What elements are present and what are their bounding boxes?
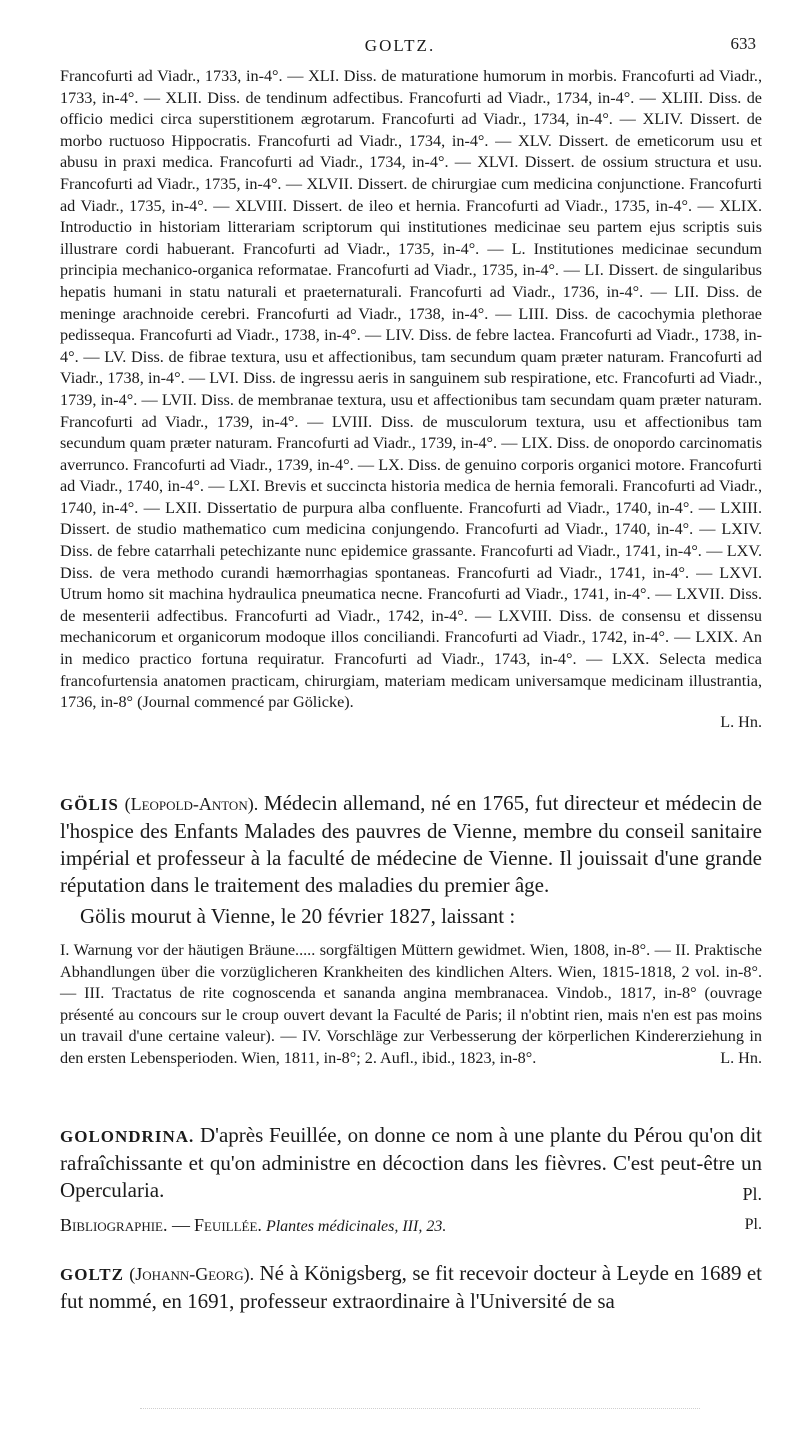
bibliography-text: Francofurti ad Viadr., 1733, in-4°. — XLI. Diss. de maturatione humorum in morbis. Francofurti ad Viadr., 1733, in-4°. — XLII. Diss. de tendinum adfectibus. Francofurti ad Viadr., 1734, in-4°. — XLIII. Diss. de officio medici circa superstitionem ægrotarum. Francofurti ad Viadr., 1734, in-4°. — XLIV. Dissert. de morbo ructuoso Hippocratis. Francofurti ad Viadr., 1734, in-4°. — XLV. Dissert. de emeticorum usu et abusu in praxi medica. Francofurti ad Viadr., 1734, in-4°. — XLVI. Dissert. de ossium structura et usu. Francofurti ad Viadr., 1735, in-4°. — XLVII. Dissert. de chirurgiae cum medicina conjunctione. Francofurti ad Viadr., 1735, in-4°. — XLVIII. Dissert. de ileo et hernia. Francofurti ad Viadr., 1735, in-4°. — XLIX. Introductio in historiam litterariam scriptorum qui institutiones medicinae seu partem ejus scriptis suis illustrare cordi habuerant. Francofurti ad Viadr., 1735, in-4°. — L. Institutiones medicinae secundum principia mechanico-organica reformatae. Francofurti ad Viadr., 1735, in-4°. — LI. Dissert. de singularibus hepatis humani in statu naturali et praeternaturali. Francofurti ad Viadr., 1736, in-4°. — LII. Diss. de meninge arachnoide cerebri. Francofurti ad Viadr., 1738, in-4°. — LIII. Diss. de cacochymia plethorae pedissequa. Francofurti ad Viadr., 1738, in-4°. — LIV. Diss. de febre lactea. Francofurti ad Viadr., 1738, in-4°. — LV. Diss. de fibrae textura, usu et affectionibus, tam secundum quam præter naturam. Francofurti ad Viadr., 1738, in-4°. — LVI. Diss. de ingressu aeris in sanguinem sub respiratione, etc. Francofurti ad Viadr., 1739, in-4°. — LVII. Diss. de membranae textura, usu et affectionibus tam secundam quam præter naturam. Francofurti ad Viadr., 1739, in-4°. — LVIII. Diss. de musculorum textura, usu et affectionibus tam secundum quam præter naturam. Francofurti ad Viadr., 1739, in-4°. — LIX. Diss. de onopordo carcinomatis averrunco. Francofurti ad Viadr., 1739, in-4°. — LX. Diss. de genuino corporis organici motore. Francofurti ad Viadr., 1740, in-4°. — LXI. Brevis et succincta historia medica de hernia femorali. Francofurti ad Viadr., 1740, in-4°. — LXII. Dissertatio de purpura alba confluente. Francofurti ad Viadr., 1740, in-4°. — LXIII. Dissert. de studio mathematico cum medicina conjungendo. Francofurti ad Viadr., 1740, in-4°. — LXIV. Diss. de febre catarrhali petechizante nunc epidemice grassante. Francofurti ad Viadr., 1741, in-4°. — LXV. Diss. de vera methodo curandi hæmorrhagias spontaneas. Francofurti ad Viadr., 1741, in-4°. — LXVI. Utrum homo sit machina hydraulica pneumatica necne. Francofurti ad Viadr., 1741, in-4°. — LXVII. Diss. de mesenterii adfectibus. Francofurti ad Viadr., 1742, in-4°. — LXVIII. Diss. de consensu et dissensu mechanicorum et organicorum modoque illos conciliandi. Francofurti ad Viadr., 1742, in-4°. — LXIX. An in medico practico fortuna requiratur. Francofurti ad Viadr., 1743, in-4°. — LXX. Selecta medica francofurtensia anatomen practicam, chirurgiam, materiam medicam universamque medicinam illustrantia, 1736, in-8° (Journal commencé par Gölicke).: [60, 67, 762, 712]
author-signature: Pl.: [742, 1184, 762, 1204]
entry-headword: GOLONDRINA.: [60, 1127, 195, 1146]
entry-description: D'après Feuillée, on donne ce nom à une plante du Pérou qu'on dit rafraîchissante et qu'on administre en décoction dans les fièvres. C'est peut-être un Opercularia.: [60, 1123, 763, 1202]
bleed-through-rule: [140, 1408, 700, 1410]
bibliography-author: Feuillée.: [194, 1215, 262, 1235]
entry-goltz: [60, 1260, 762, 1315]
entry-golis: [60, 790, 762, 1070]
bibliography-work: Plantes médicinales, III, 23.: [265, 1218, 447, 1235]
entry-headword: GÖLIS: [60, 795, 119, 814]
bibliography-label: Bibliographie. —: [60, 1215, 190, 1235]
entry-golondrina: [60, 1122, 762, 1238]
entry-lead-paragraph: [60, 790, 762, 899]
entry-bibliography: [60, 1214, 762, 1238]
entry-death-paragraph: Gölis mourut à Vienne, le 20 février 1827, laissant :: [80, 904, 516, 928]
running-header: [0, 34, 800, 58]
entry-headword: GOLTZ: [60, 1265, 124, 1284]
author-signature: L. Hn.: [720, 712, 762, 731]
author-signature: Pl.: [744, 1216, 762, 1233]
entry-forenames: (Leopold-Anton).: [124, 794, 259, 814]
entry-works-list: [60, 940, 762, 1070]
page-number: 633: [730, 34, 756, 53]
works-text: I. Warnung vor der häutigen Bräune..... sorgfältigen Müttern gewidmet. Wien, 1808, in-8°. — II. Praktische Abhandlungen über die vorzüglicheren Krankheiten des kindlichen Alters. Wien, 1815-1818, 2 vol. in-8°. — III. Tractatus de rite cognoscenda et sananda angina membranacea. Vindob., 1817, in-8° (ouvrage présenté au concours sur le croup ouvert devant la Faculté de Paris; il n'obtint rien, mais n'en est pas moins un travail d'une certaine valeur). — IV. Vorschläge zur Verbesserung der körperlichen Kindererziehung in den ersten Lebensperioden. Wien, 1811, in-8°; 2. Aufl., ibid., 1823, in-8°.: [60, 941, 762, 1067]
entry-description: Né à Königsberg, se fit recevoir docteur à Leyde en 1689 et fut nommé, en 1691, professeur extraordinaire à l'Université de sa: [60, 1261, 763, 1313]
entry-description: Médecin allemand, né en 1765, fut directeur et médecin de l'hospice des Enfants Malades des pauvres de Vienne, membre du conseil sanitaire impérial et professeur à la faculté de médecine de Vienne. Il jouissait d'une grande réputation dans le traitement des maladies du premier âge.: [60, 791, 762, 897]
author-signature: L. Hn.: [720, 1048, 762, 1067]
entry-lead-paragraph: [60, 1122, 762, 1204]
entry-forenames: (Johann-Georg).: [129, 1264, 255, 1284]
continued-bibliography-goltz-entry: [60, 66, 762, 733]
entry-lead-paragraph: [60, 1260, 762, 1315]
running-title: GOLTZ.: [364, 36, 436, 55]
